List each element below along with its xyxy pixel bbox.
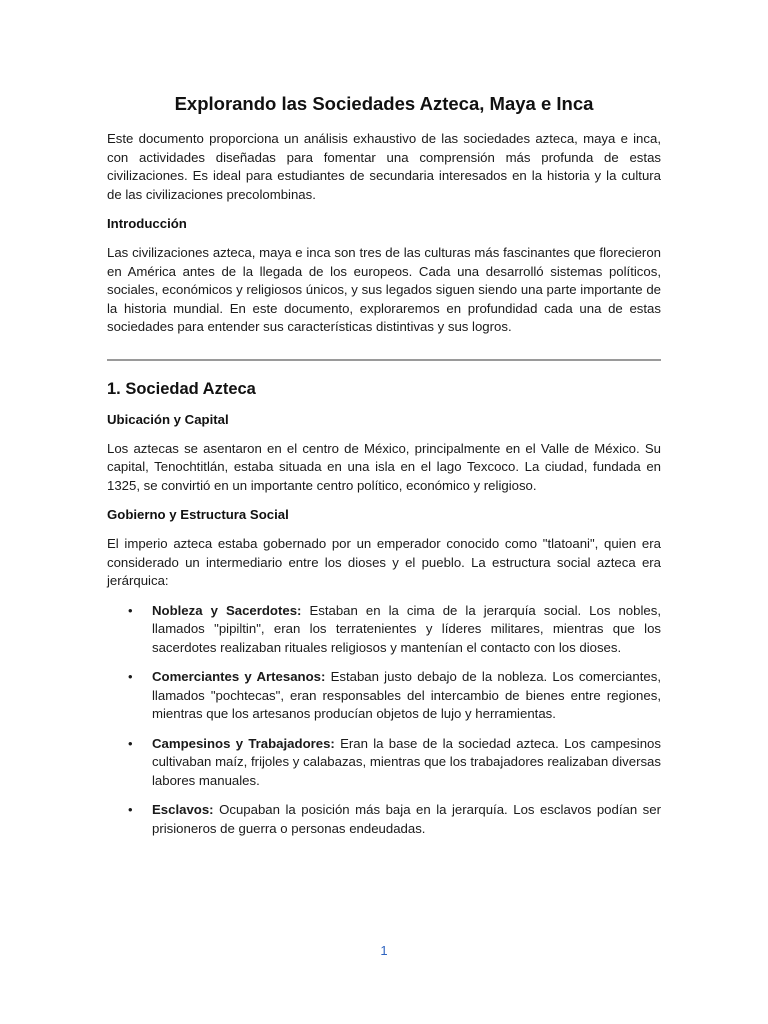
bullet-icon: • xyxy=(128,669,133,684)
list-item xyxy=(107,735,661,791)
list-item xyxy=(107,668,661,724)
bullet-icon: • xyxy=(128,802,133,817)
list-item-text: Estaban justo debajo de la nobleza. Los comerciantes, llamados "pochtecas", eran responsables del intercambio de bienes entre regiones, mientras que los artesanos producían objetos de lujo y herramientas. xyxy=(152,669,661,721)
list-item xyxy=(107,801,661,838)
bullet-icon: • xyxy=(128,602,133,618)
intro-paragraph: Este documento proporciona un análisis exhaustivo de las sociedades azteca, maya e inca, con actividades diseñadas para fomentar una comprensión más profunda de estas civilizaciones. Es ideal para estudiantes de secundaria interesados en la historia y la cultura de las civilizaciones precolombinas. xyxy=(107,131,661,202)
introduccion-paragraph: Las civilizaciones azteca, maya e inca son tres de las culturas más fascinantes que florecieron en América antes de la llegada de los europeos. Cada una desarrolló sistemas políticos, sociales, económicos y religiosos únicos, y sus legados siguen siendo una parte importante de la historia mundial. En este documento, exploraremos en profundidad cada una de estas sociedades para entender sus características distintivas y sus logros. xyxy=(107,245,661,334)
list-item-term: Nobleza y Sacerdotes: xyxy=(152,602,302,618)
page-number: 1 xyxy=(380,943,388,958)
document-body xyxy=(107,92,661,849)
list-item-text: Estaban en la cima de la jerarquía social. Los nobles, llamados "pipiltin", eran los terratenientes y líderes militares, mientras que los sacerdotes realizaban rituales religiosos y mantenían el contacto con los dioses. xyxy=(152,602,661,655)
gobierno-paragraph: El imperio azteca estaba gobernado por un emperador conocido como "tlatoani", quien era considerado un intermediario entre los dioses y el pueblo. La estructura social azteca era jerárquica: xyxy=(107,536,661,588)
list-item-text: Ocupaban la posición más baja en la jerarquía. Los esclavos podían ser prisioneros de guerra o personas endeudadas. xyxy=(152,802,661,836)
social-hierarchy-list xyxy=(107,602,661,839)
section-divider xyxy=(107,359,661,361)
list-item-term: Campesinos y Trabajadores: xyxy=(152,735,335,751)
section-title-azteca: 1. Sociedad Azteca xyxy=(107,379,256,398)
ubicacion-paragraph: Los aztecas se asentaron en el centro de México, principalmente en el Valle de México. Su capital, Tenochtitlán, estaba situada en una isla en el lago Texcoco. La ciudad, fundada en 1325, se convirtió en un importante centro político, económico y religioso. xyxy=(107,440,661,493)
document-title: Explorando las Sociedades Azteca, Maya e Inca xyxy=(174,93,594,114)
list-item-term: Comerciantes y Artesanos: xyxy=(152,669,326,684)
list-item-text: Eran la base de la sociedad azteca. Los campesinos cultivaban maíz, frijoles y calabazas, mientras que los trabajadores realizaban diversas labores manuales. xyxy=(152,735,661,788)
bullet-icon: • xyxy=(128,735,133,751)
introduccion-heading: Introducción xyxy=(107,216,187,231)
ubicacion-heading: Ubicación y Capital xyxy=(107,411,229,427)
list-item-term: Esclavos: xyxy=(152,802,214,817)
list-item xyxy=(107,602,661,658)
gobierno-heading: Gobierno y Estructura Social xyxy=(107,507,289,522)
